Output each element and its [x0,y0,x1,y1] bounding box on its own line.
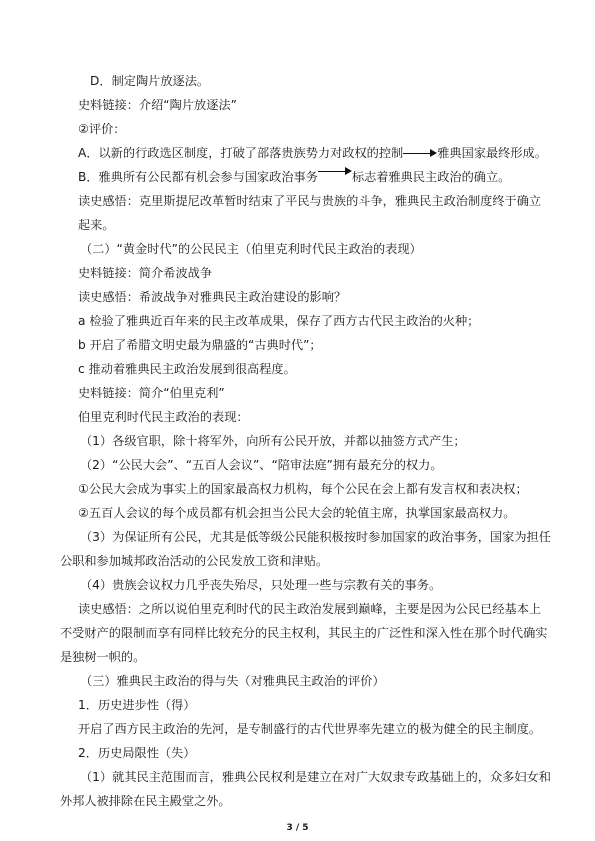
line-text: ②评价： [78,122,126,136]
line-text: c 推动着雅典民主政治发展到很高程度。 [78,362,296,376]
text-line [78,745,195,761]
line-text: 史料链接：简介“伯里克利” [78,386,225,400]
text-line [78,289,346,305]
line-text: （3）为保证所有公民，尤其是低等级公民能积极按时参加国家的政治事务，国家为担任 [80,530,551,544]
text-line [78,385,225,401]
right-arrow-icon [318,169,352,185]
section-heading [80,673,385,689]
line-text: D．制定陶片放逐法。 [90,74,210,88]
line-text: 读史感悟：之所以说伯里克利时代的民主政治发展到巅峰，主要是因为公民已经基本上 [78,602,542,616]
text-line [78,169,510,185]
line-text: 史料链接：介绍“陶片放逐法” [78,98,237,112]
line-text: ①公民大会成为事实上的国家最高权力机构，每个公民在会上都有发言权和表决权； [78,482,528,496]
text-line [78,361,296,377]
line-text: 开启了西方民主政治的先河，是专制盛行的古代世界率先建立的极为健全的民主制度。 [78,722,542,736]
text-line [78,721,541,737]
text-line [78,217,115,233]
section-heading [80,241,422,257]
line-text: 2．历史局限性（失） [78,746,196,760]
line-text: （1）各级官职，除十将军外，向所有公民开放，并都以抽签方式产生； [80,434,466,448]
text-line [78,409,249,425]
text-line [78,697,195,713]
line-text: b 开启了希腊文明史最为鼎盛的“古典时代”； [78,338,322,352]
line-text: 伯里克利时代民主政治的表现： [78,410,249,424]
text-line [80,769,551,785]
text-line [78,193,541,209]
line-text: 是独树一帜的。 [60,650,146,664]
line-text: 不受财产的限制而享有同样比较充分的民主权利，其民主的广泛性和深入性在那个时代确实 [60,626,548,640]
text-line [60,793,231,809]
line-text: （二）“黄金时代”的公民民主（伯里克利时代民主政治的表现） [80,242,422,256]
text-line [78,481,528,497]
text-line [78,121,126,137]
text-line [80,457,443,473]
line-text: 史料链接：简介希波战争 [78,266,213,280]
text-line [78,97,237,113]
text-line [60,649,145,665]
line-text: 标志着雅典民主政治的确立。 [351,170,511,184]
line-text: A．以新的行政选区制度，打破了部落贵族势力对政权的控制 [78,146,404,160]
text-line [78,265,212,281]
line-text: （三）雅典民主政治的得与失（对雅典民主政治的评价） [80,674,385,688]
line-text: （1）就其民主范围而言，雅典公民权利是建立在对广大奴隶专政基础上的，众多妇女和 [80,770,551,784]
line-text: 公职和参加城邦政治活动的公民发放工资和津贴。 [60,554,329,568]
text-line [90,73,209,89]
line-text: （4）贵族会议权力几乎丧失殆尽，只处理一些与宗教有关的事务。 [80,578,442,592]
right-arrow-icon [403,145,437,161]
line-text: 读史感悟：希波战争对雅典民主政治建设的影响？ [78,290,347,304]
text-line [80,529,551,545]
text-line [78,601,541,617]
text-line [60,625,548,641]
line-text: （2）“公民大会”、“五百人会议”、“陪审法庭”拥有最充分的权力。 [80,458,443,472]
line-text: 雅典国家最终形成。 [437,146,547,160]
text-line [60,553,328,569]
page-number: 3 / 5 [286,823,309,833]
text-line [78,313,479,329]
line-text: ②五百人会议的每个成员都有机会担当公民大会的轮值主席，执掌国家最高权力。 [78,506,516,520]
line-text: 外邦人被排除在民主殿堂之外。 [60,794,231,808]
line-text: 起来。 [78,218,115,232]
text-line [78,505,516,521]
line-text: 读史感悟：克里斯提尼改革暂时结束了平民与贵族的斗争，雅典民主政治制度终于确立 [78,194,542,208]
text-line [80,433,466,449]
text-line [80,577,441,593]
line-text: a 检验了雅典近百年来的民主改革成果，保存了西方古代民主政治的火种； [78,314,480,328]
line-text: B．雅典所有公民都有机会参与国家政治事务 [78,170,318,184]
line-text: 1．历史进步性（得） [78,698,196,712]
text-line [78,337,322,353]
text-line [78,145,547,161]
